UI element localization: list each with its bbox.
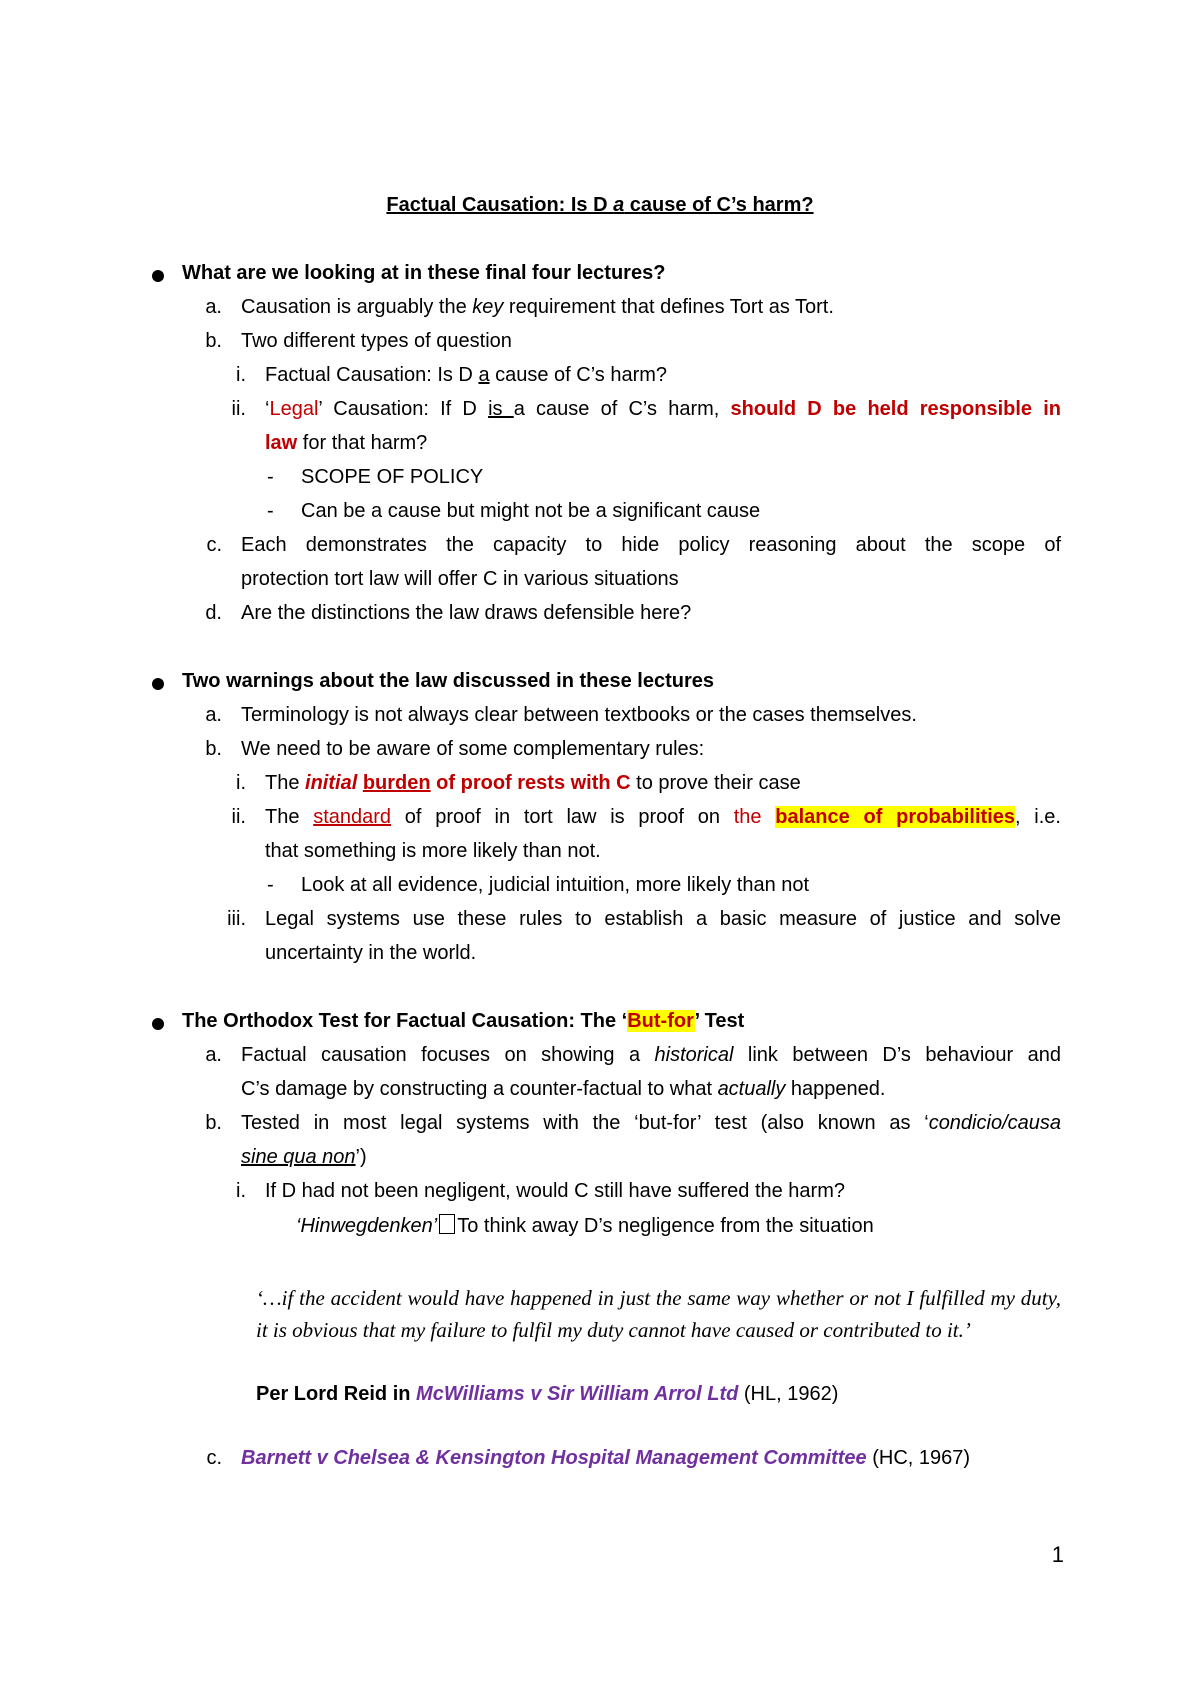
list-item-continued: law for that harm? (265, 432, 428, 454)
list-item: Causation is arguably the key requirement that defines Tort as Tort. (241, 296, 834, 318)
list-item-continued: uncertainty in the world. (265, 942, 477, 964)
document-page: Factual Causation: Is D a cause of C’s harm? What are we looking at in these final four lectures? a. Causation is arguably the key requirement that defines Tort as Tort. b. Two different types of question i. Factual Causation: Is D a cause of C’s harm? ii. ‘Legal’ Causation: If D is a cause of C’s harm, should D be held responsible in law for that harm? - SCOPE OF POLICY - Can be a cause but might not be a significant cause c. Each demonstrates the capacity to hide policy reasoning about the scope of protection tort law will offer C in various situations d. Are the distinctions the law draws defensible here? Two warnings about the law discussed in these lectures a. Terminology is not always clear between textbooks or the cases themselves. b. We need to be aware of some complementary rules: i. The initial burden of proof rests with C to prove their case ii. The standard of proof in tort law is proof on the balance of probabilities, i.e. that something is more likely than not. - Look at all evidence, judicial intuition, more likely than not iii. Legal systems use these rules to establish a basic measure of justice and solve uncertainty in the world. The Orthodox Test for Factual Causation: The ‘But-for’ Test a. Factual causation focuses on showing a historical link between D’s behaviour and C’s damage by constructing a counter-factual to what actually happened. b. Tested in most legal systems with the ‘but-for’ test (also known as ‘condicio/causa sine qua non’) i. If D had not been negligent, would C still have suffered the harm? ‘Hinwegdenken’ To think away D’s negligence from the situation ‘…if the accident would have happened in just the same way whether or not I fulfilled my duty, it is obvious that my failure to fulfil my duty cannot have caused or contributed to it.’ Per Lord Reid in McWilliams v Sir William Arrol Ltd (HL, 1962) c. Barnett v Chelsea & Kensington Hospital Management Committee (HC, 1967) 1 (0, 0, 1200, 1698)
bullet-icon (152, 1018, 164, 1030)
section-heading-3: The Orthodox Test for Factual Causation: The ‘But-for’ Test (182, 1010, 745, 1032)
page-title: Factual Causation: Is D a cause of C’s harm? (386, 194, 814, 216)
page-number: 1 (1051, 1542, 1064, 1567)
list-item: If D had not been negligent, would C still have suffered the harm? (265, 1180, 845, 1202)
bullet-icon (152, 270, 164, 282)
list-item-continued: C’s damage by constructing a counter-factual to what actually happened. (241, 1078, 886, 1100)
list-item: Each demonstrates the capacity to hide policy reasoning about the scope of (241, 534, 1061, 556)
bullet-icon (152, 678, 164, 690)
list-item: Factual Causation: Is D a cause of C’s harm? (265, 364, 668, 386)
list-item: Legal systems use these rules to establish a basic measure of justice and solve (265, 908, 1061, 930)
list-item-continued: sine qua non’) (241, 1146, 367, 1168)
list-item: Are the distinctions the law draws defensible here? (241, 602, 692, 624)
list-item: The standard of proof in tort law is proof on the balance of probabilities, i.e. (265, 806, 1061, 828)
list-item: Terminology is not always clear between textbooks or the cases themselves. (241, 704, 917, 726)
list-item: Two different types of question (241, 330, 512, 352)
list-item: Factual causation focuses on showing a historical link between D’s behaviour and (241, 1044, 1061, 1066)
list-item-continued: protection tort law will offer C in various situations (241, 568, 679, 590)
list-item: Can be a cause but might not be a significant cause (301, 500, 761, 522)
section-heading-1: What are we looking at in these final four lectures? (182, 262, 666, 284)
missing-glyph-icon (439, 1214, 455, 1234)
hinwegdenken-line: ‘Hinwegdenken’ To think away D’s negligence from the situation (296, 1215, 874, 1237)
list-item: Tested in most legal systems with the ‘but-for’ test (also known as ‘condicio/causa (241, 1112, 1061, 1134)
case-quote: ‘…if the accident would have happened in just the same way whether or not I fulfilled my duty, it is obvious that my failure to fulfil my duty cannot have caused or contributed to it.’ (256, 1286, 1061, 1342)
quote-attribution: Per Lord Reid in McWilliams v Sir William Arrol Ltd (HL, 1962) (256, 1383, 839, 1405)
list-item-continued: that something is more likely than not. (265, 840, 601, 862)
list-item: We need to be aware of some complementary rules: (241, 738, 705, 760)
list-item: Barnett v Chelsea & Kensington Hospital Management Committee (HC, 1967) (241, 1447, 971, 1469)
list-item: SCOPE OF POLICY (301, 466, 484, 488)
list-item: Look at all evidence, judicial intuition, more likely than not (301, 874, 810, 896)
section-heading-2: Two warnings about the law discussed in these lectures (182, 670, 714, 692)
list-item: The initial burden of proof rests with C to prove their case (265, 772, 801, 794)
list-item: ‘Legal’ Causation: If D is a cause of C’s harm, should D be held responsible in (265, 398, 1061, 420)
